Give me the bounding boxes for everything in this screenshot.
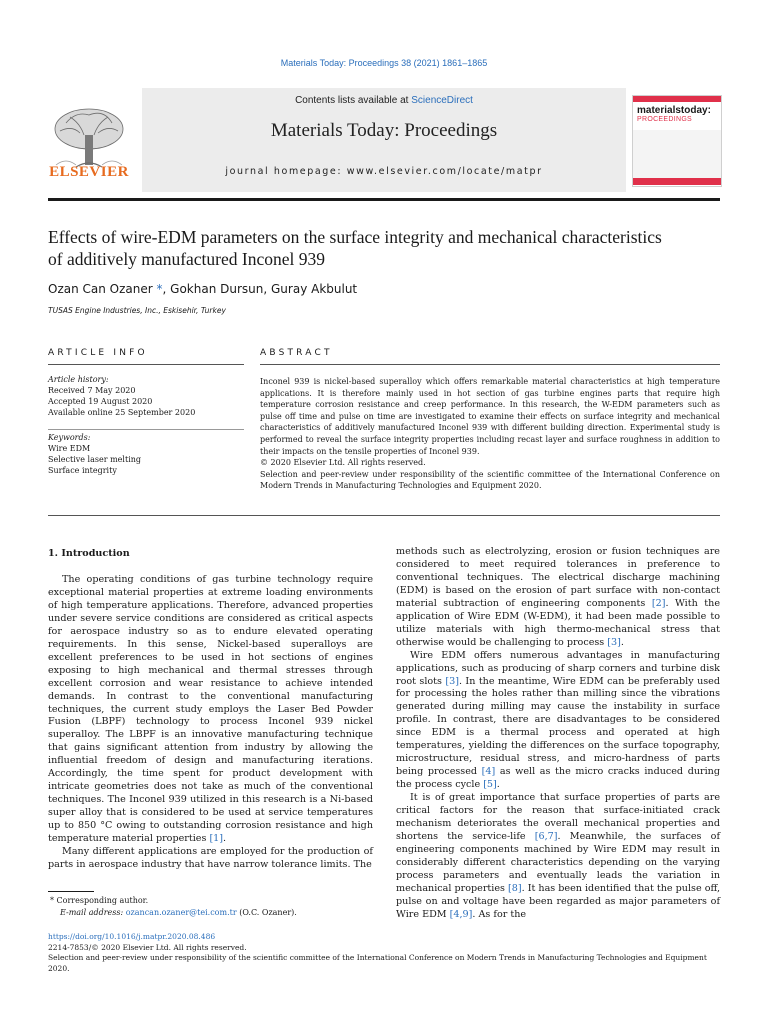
reference-link[interactable]: [1]	[209, 833, 224, 845]
doi-link[interactable]: https://doi.org/10.1016/j.matpr.2020.08.486	[48, 932, 216, 941]
paragraph-text: It is of great importance that surface properties of parts are critical factors for the reason that surface-initiated crack mechanism deteriorates the overall mechanical properties and shortens the service-life	[396, 792, 720, 842]
footnote-rule	[48, 891, 94, 892]
paragraph-text: as well as the micro cracks induced during the process cycle	[396, 766, 720, 791]
accepted-date: Accepted 19 August 2020	[48, 397, 153, 406]
abstract-rule	[260, 364, 720, 365]
header-rule	[48, 198, 720, 201]
introduction-heading: 1. Introduction	[48, 548, 130, 559]
paper-title: Effects of wire-EDM parameters on the surface integrity and mechanical characteristics of additively manufactured Inconel 939	[48, 227, 662, 269]
reference-link[interactable]: [2]	[651, 597, 666, 609]
paragraph: Many different applications are employed for the production of parts in aerospace industry that have narrow tolerance limits. The	[48, 846, 373, 870]
corresponding-author-marker[interactable]: *	[152, 282, 163, 296]
reference-link[interactable]: [3]	[607, 636, 621, 648]
cover-body	[633, 130, 721, 178]
keywords	[48, 432, 244, 476]
bottom-review-note: Selection and peer-review under responsibility of the scientific committee of the International Conference on Modern Trends in Manufacturing Technologies and Equipment 2020.	[48, 953, 707, 973]
cover-title: materialstoday:	[637, 105, 711, 116]
issn-line: 2214-7853/© 2020 Elsevier Ltd. All rights reserved.	[48, 942, 247, 952]
keyword-item: Surface integrity	[48, 466, 117, 475]
paragraph-text: The operating conditions of gas turbine technology require exceptional material properties at extreme loading environments of high temperature applications. Therefore, advanced properties under severe service conditions are considered as critical aspects for aerospace industry so as to endure elevated operating requirements. In this sense, Nickel-based superalloys are excellent preferences to be used in hot sections of engines exposing to high mechanical and thermal stresses through excellent corrosion and wear resistance to achieve intended demands. In contrast to the conventional manufacturing techniques, the current study employs the Laser Bed Powder Fusion (LBPF) technology to process Inconel 939 nickel superalloy. The LBPF is an innovative manufacturing technique that gains significant attention from industry by allowing the influential freedom of design and manufacturing iterations. Accordingly, the time spent for product development with intricate geometries does not take as much of the conventional techniques. The Inconel 939 utilized in this research is a Ni-based super alloy that is considered to be used at service temperatures up to 850 °C owing to outstanding corrosion resistance and high temperature material properties	[48, 574, 373, 845]
affiliation: TUSAS Engine Industries, Inc., Eskisehir, Turkey	[48, 306, 226, 315]
abstract-text: Inconel 939 is nickel-based superalloy which offers remarkable material characteristics at high temperature applications. It is therefore mainly used in hot section of gas turbine engines parts that require high temperature corrosion resistance and creep performance. In this research, the W-EDM parameters such as pulse off time and pulse on time are investigated to examine their effects on surface integrity and mechanical characteristics of additively manufactured Inconel 939 with different building direction. Experimental study is performed to reveal the surface integrity properties including recast layer and surface roughness in addition to their impacts on the tensile properties of Inconel 939.	[260, 377, 720, 456]
paragraph-text: . It has been identified that the pulse off, pulse on and voltage have been regarded as major parameters of Wire EDM	[396, 882, 720, 920]
history-label: Article history:	[48, 375, 109, 384]
keyword-item: Selective laser melting	[48, 455, 142, 464]
journal-citation[interactable]: Materials Today: Proceedings 38 (2021) 1861–1865	[280, 58, 488, 68]
paragraph: The operating conditions of gas turbine technology require exceptional material properties at extreme loading environments of high temperature applications. Therefore, advanced properties under severe service conditions are considered as critical aspects for aerospace industry so as to endure elevated operating requirements. In this sense, Nickel-based superalloys are excellent preferences to be used in hot sections of engines exposing to high mechanical and thermal stresses through excellent corrosion and wear resistance to achieve intended demands. In contrast to the conventional manufacturing techniques, the current study employs the Laser Bed Powder Fusion (LBPF) technology to process Inconel 939 nickel superalloy. The LBPF is an innovative manufacturing technique that gains significant attention from industry by allowing the influential freedom of design and manufacturing iterations. Accordingly, the time spent for product development with intricate geometries does not take as much of the conventional techniques. The Inconel 939 utilized in this research is a Ni-based super alloy that is considered to be used at service temperatures up to 850 °C owing to outstanding corrosion resistance and high temperature material properties [1].	[48, 574, 373, 845]
author-email-link[interactable]: ozancan.ozaner@tei.com.tr	[125, 908, 237, 917]
authors	[48, 282, 357, 296]
email-label: E-mail address:	[60, 908, 126, 917]
keyword-item: Wire EDM	[48, 444, 91, 453]
reference-link[interactable]: [8]	[508, 882, 522, 894]
paragraph-text: . In the meantime, Wire EDM can be preferably used for processing the holes rather than milling since the vibrations generated during milling may cause the instability in surface profile. In contrast, there are disadvantages to be considered since EDM is a thermal process and operated at high temperatures, yielding the differences on the surface topography, microstructure, residual stress, and micro-hardness of parts being processed	[396, 675, 720, 778]
abstract-bottom-rule	[48, 515, 720, 516]
abstract-review-note: Selection and peer-review under responsibility of the scientific committee of the International Conference on Modern Trends in Manufacturing Technologies and Equipment 2020.	[260, 469, 720, 491]
paragraph: methods such as electrolyzing, erosion or fusion techniques are considered to meet required tolerances in preference to conventional techniques. The electrical discharge machining (EDM) is based on the erosion of part surface with non-contact material subtraction of engineering components [2]. With the application of Wire EDM (W-EDM), it had been made possible to utilize materials with high thermo-mechanical stress that otherwise would be challenging to process [3].	[396, 546, 720, 648]
cover-top-bar	[633, 96, 721, 102]
elsevier-logo-text: ELSEVIER	[49, 164, 129, 180]
corresponding-author-note: * Corresponding author.	[50, 896, 149, 905]
body-column-left	[48, 574, 373, 872]
email-suffix: (O.C. Ozaner).	[236, 908, 297, 917]
journal-homepage[interactable]: journal homepage: www.elsevier.com/locate/matpr	[225, 166, 543, 177]
cover-bottom-bar	[633, 178, 721, 185]
paragraph: Wire EDM offers numerous advantages in manufacturing applications, such as producing of sharp corners and turbine disk root slots [3]. In the meantime, Wire EDM can be preferably used for processing the holes rather than milling since the vibrations generated during milling may cause the instability in surface profile. In contrast, there are disadvantages to be considered since EDM is a thermal process and operated at high temperatures, yielding the differences on the surface topography, microstructure, residual stress, and micro-hardness of parts being processed [4] as well as the micro cracks induced during the process cycle [5].	[396, 649, 720, 791]
reference-link[interactable]: [5]	[483, 779, 497, 791]
bottom-matter	[48, 932, 720, 974]
cover-subtitle: PROCEEDINGS	[637, 116, 693, 123]
paragraph-text: methods such as electrolyzing, erosion or fusion techniques are considered to meet required tolerances in preference to conventional techniques. The electrical discharge machining (EDM) is based on the erosion of part surface with non-contact material subtraction of engineering components	[396, 546, 720, 609]
contents-available-line	[142, 95, 626, 106]
author-rest: , Gokhan Dursun, Guray Akbulut	[162, 282, 358, 296]
contents-prefix: Contents lists available at	[295, 95, 412, 106]
available-date: Available online 25 September 2020	[48, 408, 196, 417]
article-info-rule	[48, 364, 244, 365]
reference-link[interactable]: [6,7]	[534, 830, 558, 842]
abstract-heading: ABSTRACT	[260, 348, 333, 358]
paragraph-text: Wire EDM offers numerous advantages in manufacturing applications, such as producing of sharp corners and turbine disk root slots	[396, 649, 720, 687]
body-column-right	[396, 546, 720, 922]
keywords-label: Keywords:	[48, 433, 91, 442]
article-history	[48, 374, 244, 418]
journal-cover-thumbnail	[632, 95, 722, 187]
paragraph	[396, 792, 720, 922]
paragraph-text: . Meanwhile, the surfaces of engineering components machined by Wire EDM may result in considerably different characteristics depending on the varying process parameters and eventually leads the variation in mechanical properties	[396, 830, 721, 894]
footnote	[50, 895, 370, 919]
paragraph-text: . As for the	[472, 908, 527, 920]
reference-link[interactable]: [3]	[445, 675, 459, 687]
reference-link[interactable]: [4,9]	[449, 908, 473, 920]
paragraph-text: . With the application of Wire EDM (W-EDM), it had been made possible to utilize materials with high thermo-mechanical stress that otherwise would be challenging to process	[396, 597, 720, 648]
article-info-heading: ARTICLE INFO	[48, 348, 148, 358]
received-date: Received 7 May 2020	[48, 386, 136, 395]
keywords-rule	[48, 429, 244, 430]
author-first: Ozan Can Ozaner	[48, 282, 153, 296]
abstract-body	[260, 376, 720, 492]
sciencedirect-link[interactable]: ScienceDirect	[411, 95, 473, 106]
abstract-copyright: © 2020 Elsevier Ltd. All rights reserved.	[260, 458, 426, 468]
journal-name: Materials Today: Proceedings	[270, 120, 498, 141]
reference-link[interactable]: [4]	[481, 766, 496, 778]
